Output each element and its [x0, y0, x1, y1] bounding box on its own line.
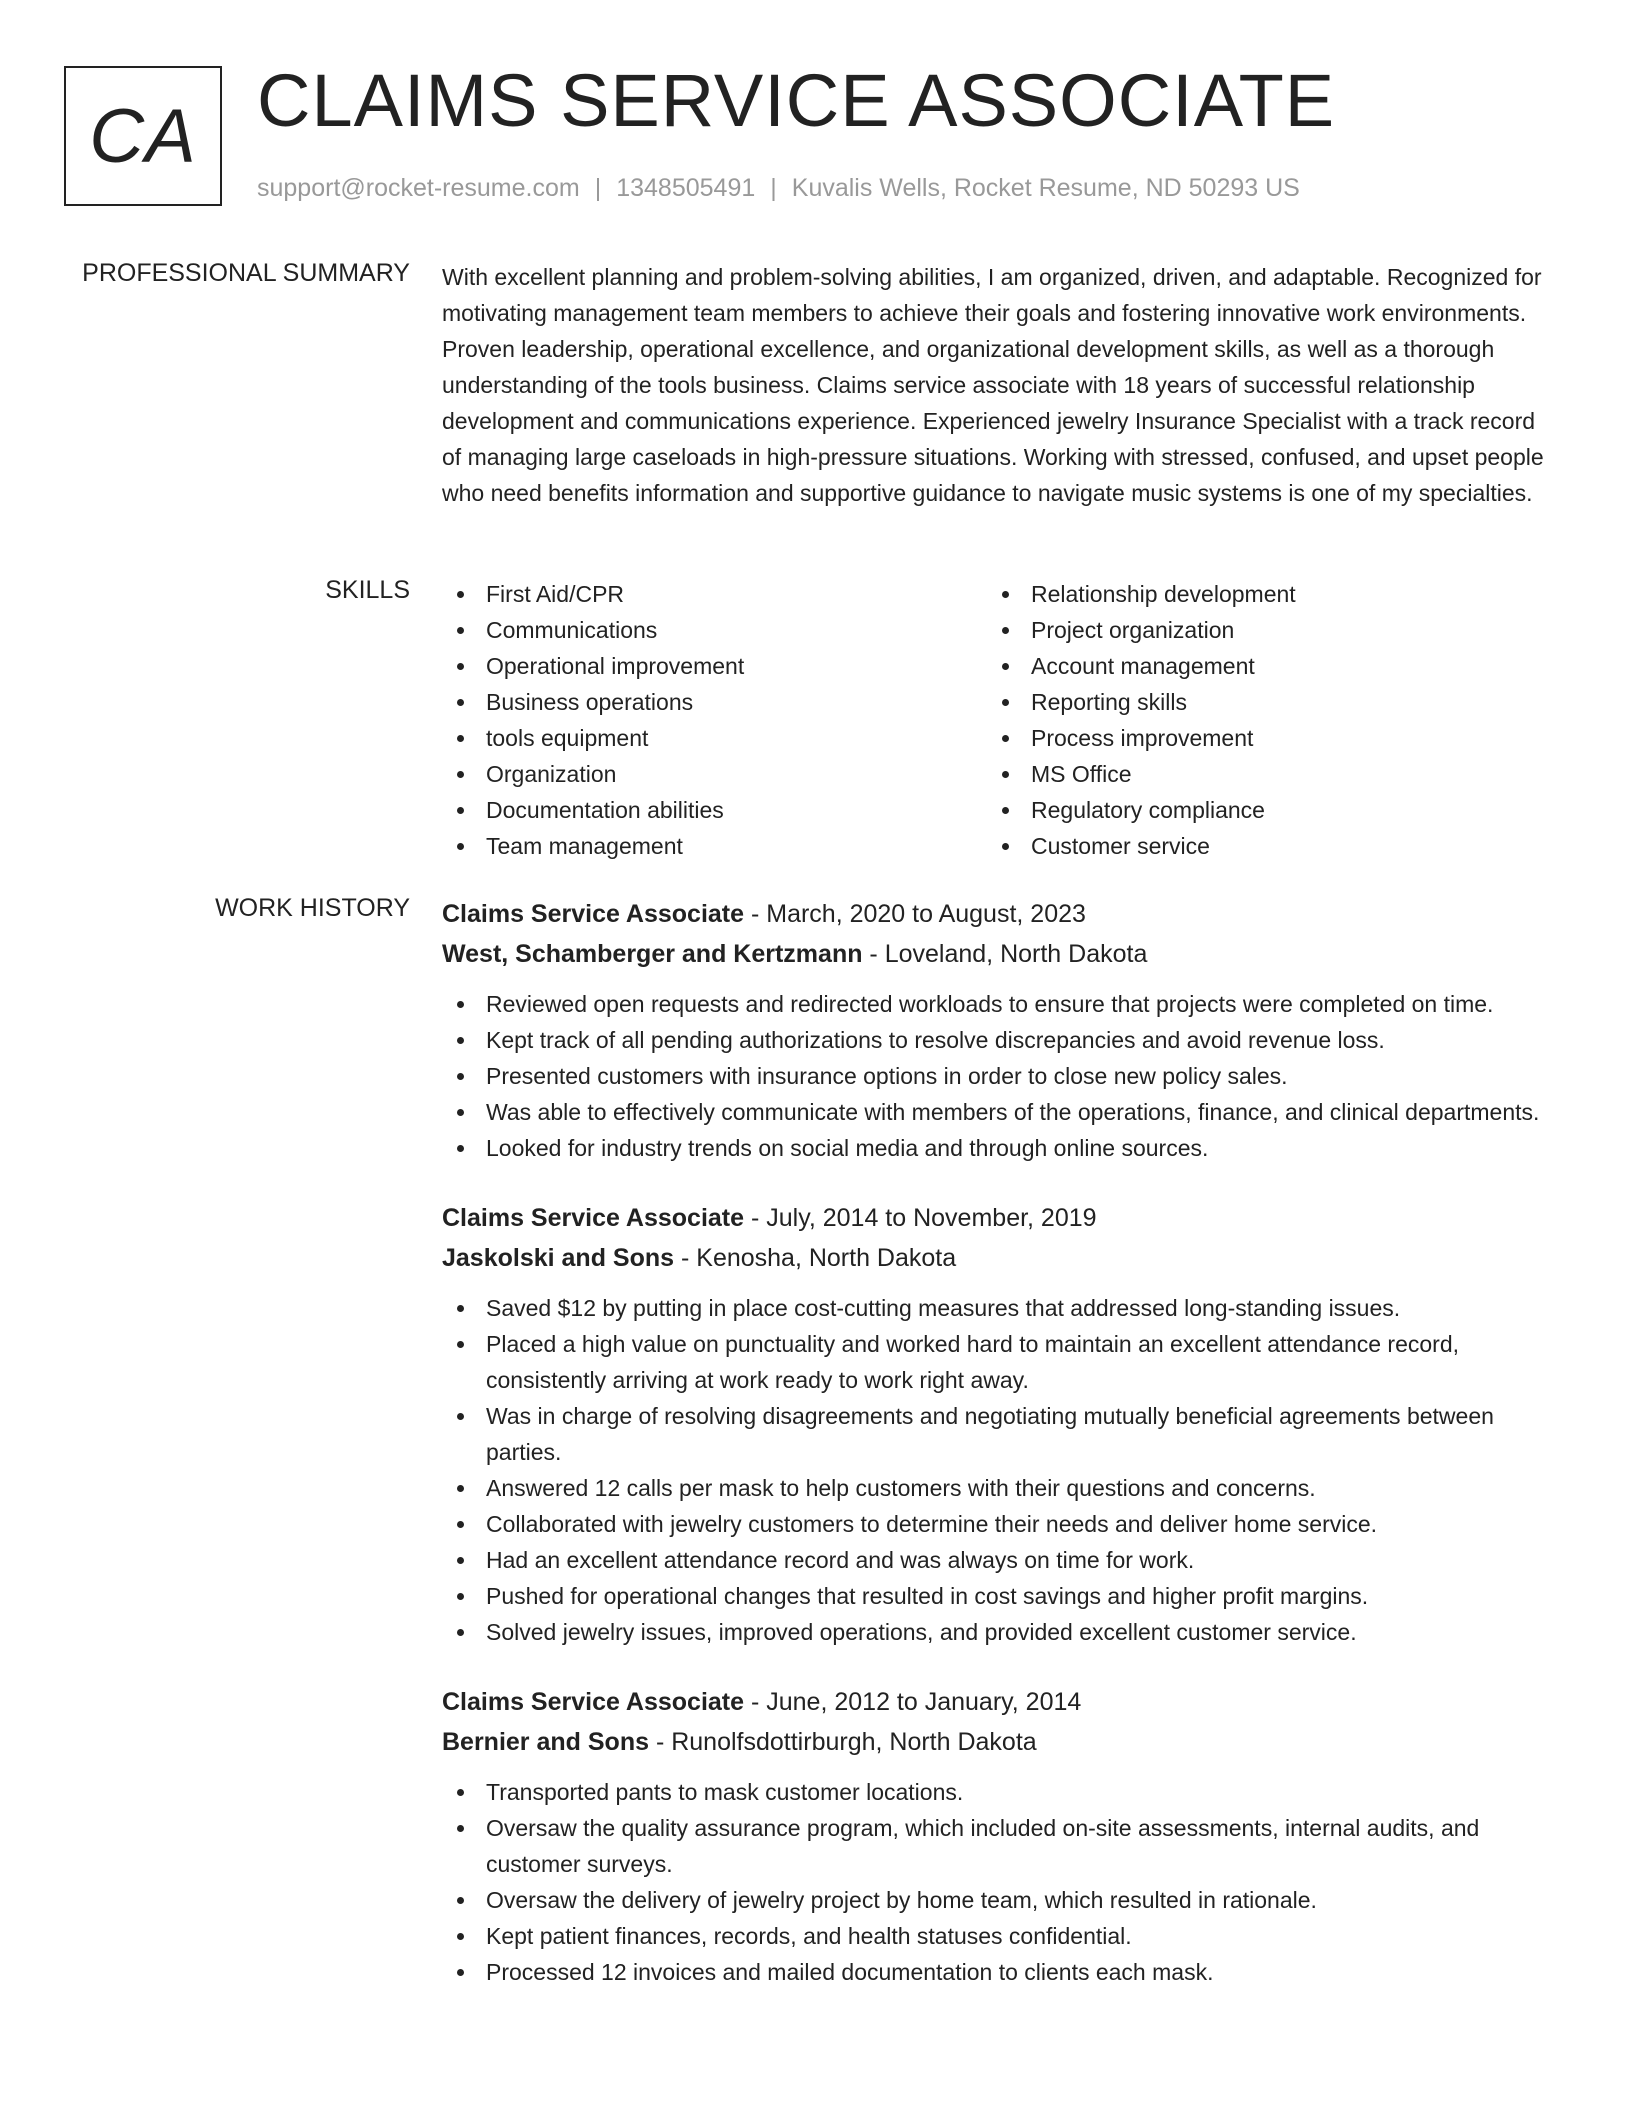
- job-bullet-list: [442, 1290, 1564, 1650]
- job-title: Claims Service Associate: [442, 900, 745, 928]
- job-entry: [442, 1682, 1564, 1990]
- job-bullet-list: [442, 1774, 1564, 1990]
- job-dash: -: [674, 1244, 697, 1272]
- contact-separator: |: [770, 174, 777, 202]
- job-bullet: Had an excellent attendance record and was always on time for work.: [442, 1542, 1564, 1578]
- skill-item: First Aid/CPR: [442, 576, 987, 612]
- skill-item: Process improvement: [987, 720, 1532, 756]
- skill-item: Customer service: [987, 828, 1532, 864]
- job-dates: July, 2014 to November, 2019: [766, 1204, 1097, 1232]
- skills-column-left: [442, 576, 987, 864]
- job-bullet: Saved $12 by putting in place cost-cutting measures that addressed long-standing issues.: [442, 1290, 1564, 1326]
- skill-item: Documentation abilities: [442, 792, 987, 828]
- job-bullet: Reviewed open requests and redirected workloads to ensure that projects were completed on time.: [442, 986, 1564, 1022]
- resume-header: [64, 59, 1564, 214]
- job-company: West, Schamberger and Kertzmann: [442, 940, 863, 968]
- job-entry: [442, 894, 1564, 1166]
- job-company: Jaskolski and Sons: [442, 1244, 675, 1272]
- job-title-line: [442, 894, 1564, 934]
- job-bullet: Oversaw the delivery of jewelry project by home team, which resulted in rationale.: [442, 1882, 1564, 1918]
- skills-column-right: [987, 576, 1532, 864]
- section-label-summary: PROFESSIONAL SUMMARY: [82, 259, 410, 287]
- job-location: Kenosha, North Dakota: [696, 1244, 957, 1272]
- skills-body: [442, 576, 1564, 864]
- contact-phone: 1348505491: [616, 174, 756, 202]
- skill-item: Regulatory compliance: [987, 792, 1532, 828]
- skill-item: Organization: [442, 756, 987, 792]
- job-bullet: Processed 12 invoices and mailed documentation to clients each mask.: [442, 1954, 1564, 1990]
- job-bullet: Solved jewelry issues, improved operations, and provided excellent customer service.: [442, 1614, 1564, 1650]
- work-history-body: [442, 894, 1564, 2022]
- job-company-line: [442, 1238, 1564, 1278]
- skills-list-right: [987, 576, 1532, 864]
- summary-text: With excellent planning and problem-solving abilities, I am organized, driven, and adaptable. Recognized for motivating management team members to achieve their goals and fostering innovative work environments. Proven leadership, operational excellence, and organizational development skills, as well as a thorough understanding of the tools business. Claims service associate with 18 years of successful relationship development and communications experience. Experienced jewelry Insurance Specialist with a track record of managing large caseloads in high-pressure situations. Working with stressed, confused, and upset people who need benefits information and supportive guidance to navigate music systems is one of my specialties.: [442, 264, 1544, 506]
- skill-item: Team management: [442, 828, 987, 864]
- job-dash: -: [649, 1728, 672, 1756]
- job-entry: [442, 1198, 1564, 1650]
- skills-list-left: [442, 576, 987, 864]
- job-title-line: [442, 1682, 1564, 1722]
- skill-item: Reporting skills: [987, 684, 1532, 720]
- job-bullet: Kept patient finances, records, and health statuses confidential.: [442, 1918, 1564, 1954]
- job-bullet: Answered 12 calls per mask to help customers with their questions and concerns.: [442, 1470, 1564, 1506]
- job-dates: March, 2020 to August, 2023: [766, 900, 1086, 928]
- job-location: Loveland, North Dakota: [884, 940, 1148, 968]
- contact-address: Kuvalis Wells, Rocket Resume, ND 50293 US: [791, 174, 1300, 202]
- skill-item: MS Office: [987, 756, 1532, 792]
- job-bullet: Placed a high value on punctuality and worked hard to maintain an excellent attendance record, consistently arriving at work ready to work right away.: [442, 1326, 1564, 1398]
- skills-columns: [442, 576, 1564, 864]
- job-company: Bernier and Sons: [442, 1728, 649, 1756]
- section-label-work-history: WORK HISTORY: [215, 894, 410, 922]
- job-dash: -: [744, 1204, 767, 1232]
- skill-item: Operational improvement: [442, 648, 987, 684]
- job-bullet: Kept track of all pending authorizations to resolve discrepancies and avoid revenue loss.: [442, 1022, 1564, 1058]
- skill-item: Account management: [987, 648, 1532, 684]
- job-dates: June, 2012 to January, 2014: [766, 1688, 1082, 1716]
- contact-email: support@rocket-resume.com: [257, 174, 580, 202]
- job-bullet: Was in charge of resolving disagreements and negotiating mutually beneficial agreements between parties.: [442, 1398, 1564, 1470]
- job-company-line: [442, 1722, 1564, 1762]
- job-bullet: Pushed for operational changes that resulted in cost savings and higher profit margins.: [442, 1578, 1564, 1614]
- job-bullet: Looked for industry trends on social media and through online sources.: [442, 1130, 1564, 1166]
- job-bullet: Was able to effectively communicate with members of the operations, finance, and clinical departments.: [442, 1094, 1564, 1130]
- skill-item: Relationship development: [987, 576, 1532, 612]
- skill-item: Business operations: [442, 684, 987, 720]
- contact-separator: |: [594, 174, 602, 202]
- job-location: Runolfsdottirburgh, North Dakota: [671, 1728, 1037, 1756]
- job-bullet: Oversaw the quality assurance program, which included on-site assessments, internal audits, and customer surveys.: [442, 1810, 1564, 1882]
- job-dash: -: [744, 900, 767, 928]
- job-company-line: [442, 934, 1564, 974]
- skill-item: tools equipment: [442, 720, 987, 756]
- contact-line: [257, 174, 1300, 203]
- job-dash: -: [744, 1688, 767, 1716]
- summary-body: [442, 259, 1564, 511]
- job-title: Claims Service Associate: [442, 1204, 745, 1232]
- skill-item: Communications: [442, 612, 987, 648]
- job-title: Claims Service Associate: [442, 1688, 745, 1716]
- page-title: CLAIMS SERVICE ASSOCIATE: [257, 59, 1336, 142]
- skill-item: Project organization: [987, 612, 1532, 648]
- job-bullet: Transported pants to mask customer locations.: [442, 1774, 1564, 1810]
- job-bullet: Collaborated with jewelry customers to determine their needs and deliver home service.: [442, 1506, 1564, 1542]
- monogram-logo: CA: [64, 66, 222, 206]
- job-bullet: Presented customers with insurance options in order to close new policy sales.: [442, 1058, 1564, 1094]
- job-bullet-list: [442, 986, 1564, 1166]
- section-label-skills: SKILLS: [325, 576, 410, 604]
- job-dash: -: [862, 940, 885, 968]
- job-title-line: [442, 1198, 1564, 1238]
